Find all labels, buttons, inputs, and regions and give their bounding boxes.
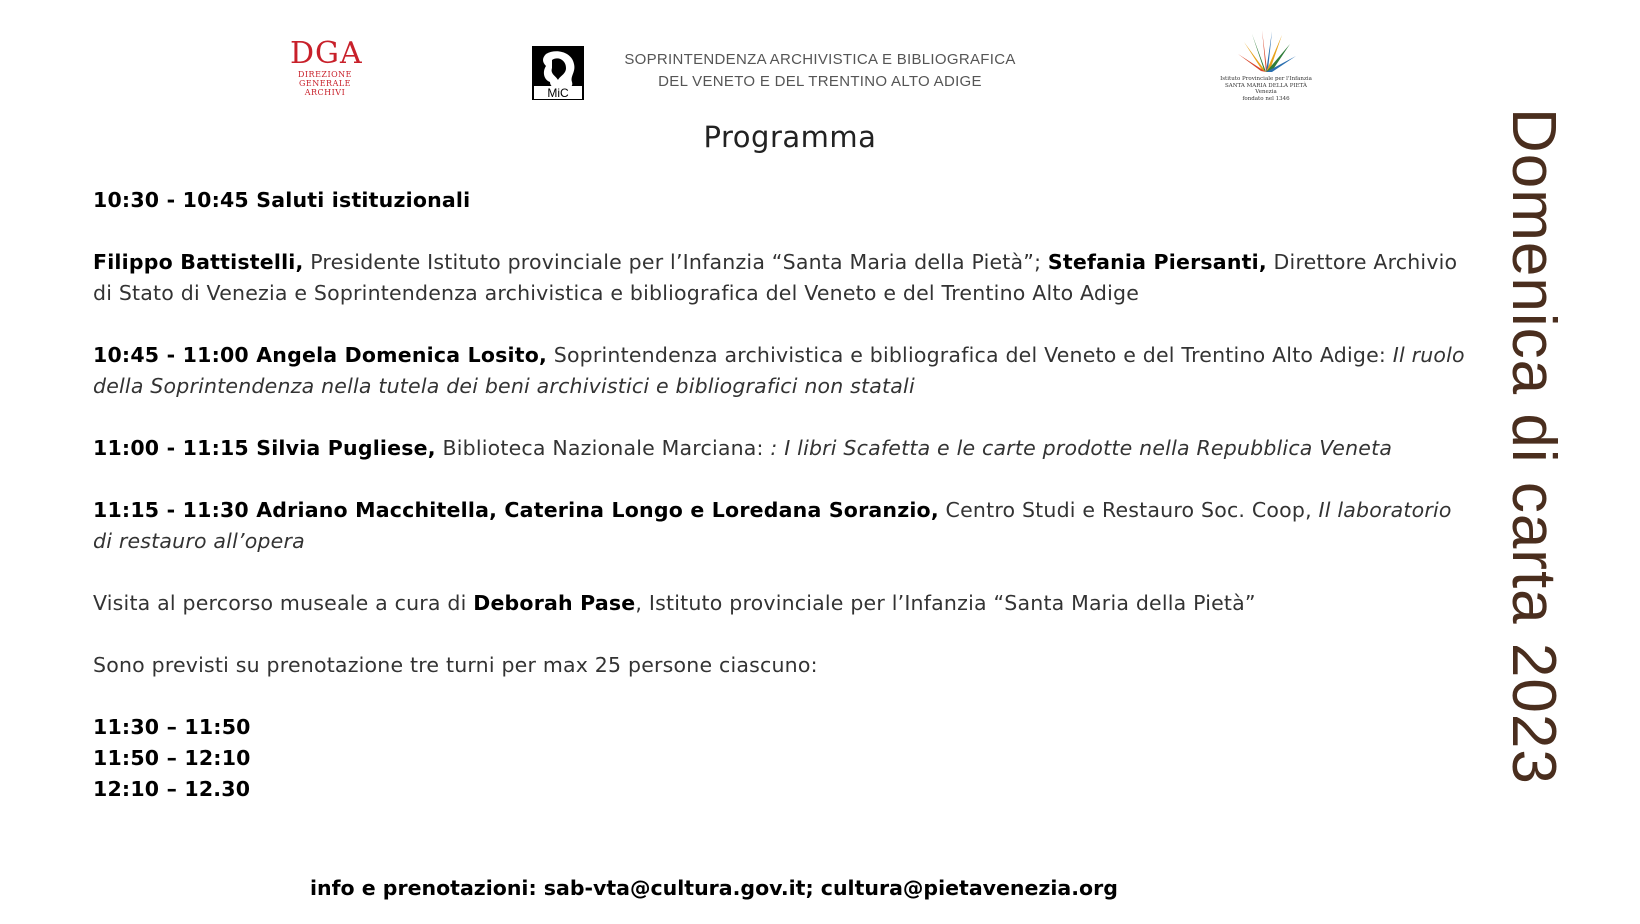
restauro-time-speakers: 11:15 - 11:30 Adriano Macchitella, Caterina Longo e Loredana Soranzio, — [93, 498, 939, 522]
dga-logo — [290, 36, 363, 97]
sab-logo-text — [600, 49, 1040, 93]
restauro-affiliation: Centro Studi e Restauro Soc. Coop, — [938, 498, 1319, 522]
program-item-pugliese — [93, 433, 1473, 464]
program-list — [93, 185, 1473, 805]
dga-logo-line2: GENERALE — [298, 79, 352, 88]
program-item-booking-note: Sono previsti su prenotazione tre turni per max 25 persone ciascuno: — [93, 653, 818, 677]
pugliese-talk-title: : I libri Scafetta e le carte prodotte nella Repubblica Veneta — [770, 436, 1393, 460]
dga-logo-line1: DIREZIONE — [297, 70, 353, 79]
pieta-sunburst-icon — [1234, 30, 1298, 74]
visit-prefix: Visita al percorso museale a cura di — [93, 591, 474, 615]
time-slot — [93, 712, 1473, 743]
sab-line2: DEL VENETO E DEL TRENTINO ALTO ADIGE — [658, 73, 982, 90]
program-item-restauro — [93, 495, 1473, 557]
mic-logo-label: MiC — [547, 86, 569, 100]
sab-line1: SOPRINTENDENZA ARCHIVISTICA E BIBLIOGRAFICA — [624, 51, 1016, 68]
visit-suffix: , Istituto provinciale per l’Infanzia “Santa Maria della Pietà” — [635, 591, 1256, 615]
pieta-line3: Venezia — [1255, 89, 1277, 95]
page-title: Programma — [703, 120, 877, 154]
booking-info-footer: info e prenotazioni: sab-vta@cultura.gov.it; cultura@pietavenezia.org — [310, 876, 1118, 900]
pieta-line4: fondato nel 1346 — [1242, 95, 1290, 102]
losito-affiliation: Soprintendenza archivistica e bibliografica del Veneto e del Trentino Alto Adige: — [547, 343, 1393, 367]
pieta-line1: Istituto Provinciale per l'Infanzia — [1220, 76, 1312, 82]
program-item-visit — [93, 588, 1473, 619]
time-slot — [93, 774, 1473, 805]
speaker-piersanti: Stefania Piersanti, — [1047, 250, 1267, 274]
pieta-line2: SANTA MARIA DELLA PIETÀ — [1225, 82, 1307, 89]
speaker-battistelli: Filippo Battistelli, — [93, 250, 304, 274]
time-slot — [93, 743, 1473, 774]
dga-logo-acronym: DGA — [290, 36, 363, 71]
losito-time-speaker: 10:45 - 11:00 Angela Domenica Losito, — [93, 343, 548, 367]
pugliese-affiliation: Biblioteca Nazionale Marciana: — [435, 436, 771, 460]
program-item-speakers — [93, 247, 1473, 309]
mic-logo — [532, 46, 584, 100]
role-battistelli: Presidente Istituto provinciale per l’Infanzia “Santa Maria della Pietà”; — [303, 250, 1048, 274]
role-piersanti: Direttore Archivio di Stato di Venezia e Soprintendenza archivistica e bibliografica del Veneto e del Trentino Alto Adige — [93, 250, 1458, 305]
pieta-logo — [1216, 30, 1316, 102]
side-title: Domenica di carta 2023 — [1499, 108, 1568, 785]
time-slot-3: 12:10 – 12.30 — [93, 777, 251, 801]
program-item-greetings — [93, 185, 1473, 216]
pugliese-time-speaker: 11:00 - 11:15 Silvia Pugliese, — [93, 436, 436, 460]
time-slot-1: 11:30 – 11:50 — [93, 715, 251, 739]
program-item-losito — [93, 340, 1473, 402]
greetings-time-title: 10:30 - 10:45 Saluti istituzionali — [93, 188, 471, 212]
restauro-talk-title: Il laboratorio di restauro all’opera — [93, 498, 1452, 553]
losito-talk-title: Il ruolo della Soprintendenza nella tutela dei beni archivistici e bibliografici non statali — [93, 343, 1465, 398]
time-slot-2: 11:50 – 12:10 — [93, 746, 251, 770]
mic-logo-icon — [532, 46, 584, 100]
visit-guide: Deborah Pase — [473, 591, 636, 615]
dga-logo-line3: ARCHIVI — [304, 88, 346, 97]
